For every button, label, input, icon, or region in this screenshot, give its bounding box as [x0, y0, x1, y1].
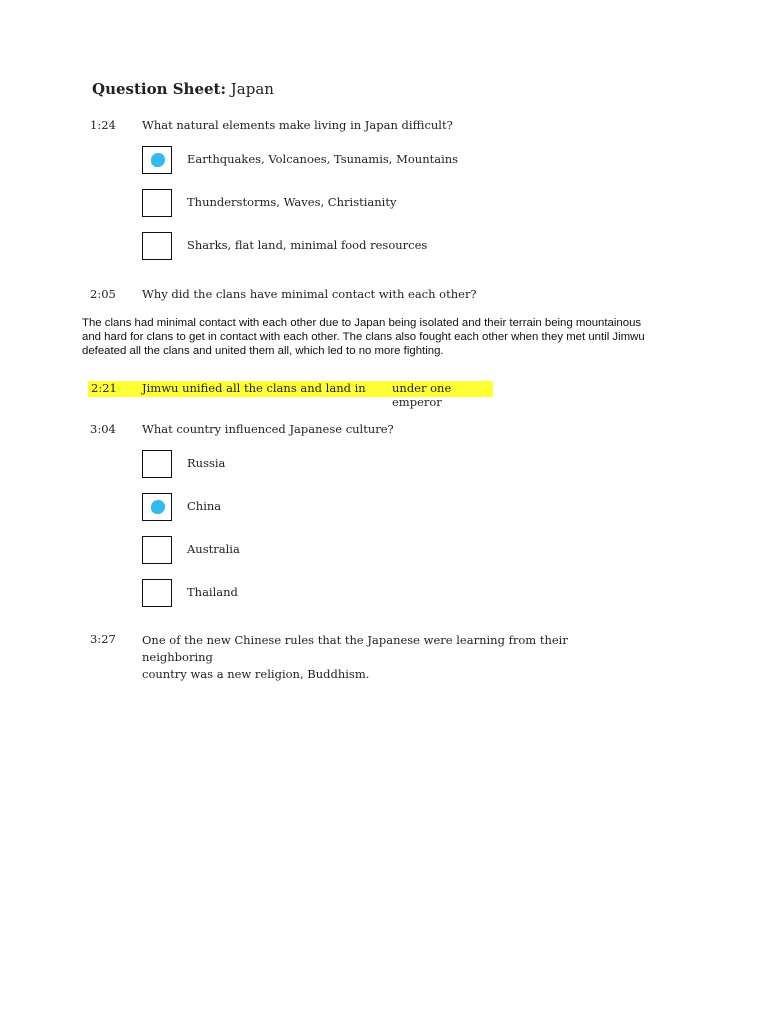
q1-option-1-label: Earthquakes, Volcanoes, Tsunamis, Mountains	[187, 152, 459, 166]
q4-option-2-label: China	[187, 499, 222, 513]
q5-text-line: One of the new Chinese rules that the Japanese were learning from their neighboring	[142, 633, 568, 664]
q4-option-3-label: Australia	[187, 542, 240, 556]
q4-timestamp: 3:04	[90, 422, 116, 436]
q5-text	[142, 632, 622, 683]
q1-option-3-label: Sharks, flat land, minimal food resources	[187, 238, 428, 252]
q2-question: Why did the clans have minimal contact with each other?	[142, 287, 477, 301]
q1-option-2-label: Thunderstorms, Waves, Christianity	[187, 195, 397, 209]
q1-question: What natural elements make living in Japan difficult?	[142, 118, 453, 132]
q2-answer-line: The clans had minimal contact with each other due to Japan being isolated and their terrain being mountainous	[82, 317, 642, 329]
check-mark-icon	[151, 153, 165, 167]
q2-answer-line: and hard for clans to get in contact with each other. The clans also fought each other when they met until Jimwu	[82, 331, 645, 343]
page-title	[92, 80, 274, 98]
q3-text-after: under one emperor	[392, 381, 452, 409]
q4-option-4-label: Thailand	[187, 585, 238, 599]
q3-timestamp: 2:21	[91, 381, 117, 395]
check-mark-icon	[151, 500, 165, 514]
title-label: Question Sheet:	[92, 80, 227, 98]
q4-option-1-label: Russia	[187, 456, 226, 470]
q5-text-line: country was a new religion, Buddhism.	[142, 667, 370, 681]
q1-timestamp: 1:24	[90, 118, 116, 132]
q4-option-4-checkbox[interactable]	[142, 579, 172, 607]
q3-highlighted-row	[88, 381, 493, 409]
q2-answer-line: defeated all the clans and united them all, which led to no more fighting.	[82, 345, 444, 357]
title-subject: Japan	[230, 80, 274, 98]
q2-timestamp: 2:05	[90, 287, 116, 301]
q4-option-1-checkbox[interactable]	[142, 450, 172, 478]
q1-option-3-checkbox[interactable]	[142, 232, 172, 260]
q2-answer	[82, 316, 682, 358]
q4-option-2-checkbox[interactable]	[142, 493, 172, 521]
q5-timestamp: 3:27	[90, 632, 116, 646]
q4-option-3-checkbox[interactable]	[142, 536, 172, 564]
q4-question: What country influenced Japanese culture?	[142, 422, 394, 436]
q3-text-before: Jimwu unified all the clans and land in	[142, 381, 366, 395]
q1-option-2-checkbox[interactable]	[142, 189, 172, 217]
q1-option-1-checkbox[interactable]	[142, 146, 172, 174]
